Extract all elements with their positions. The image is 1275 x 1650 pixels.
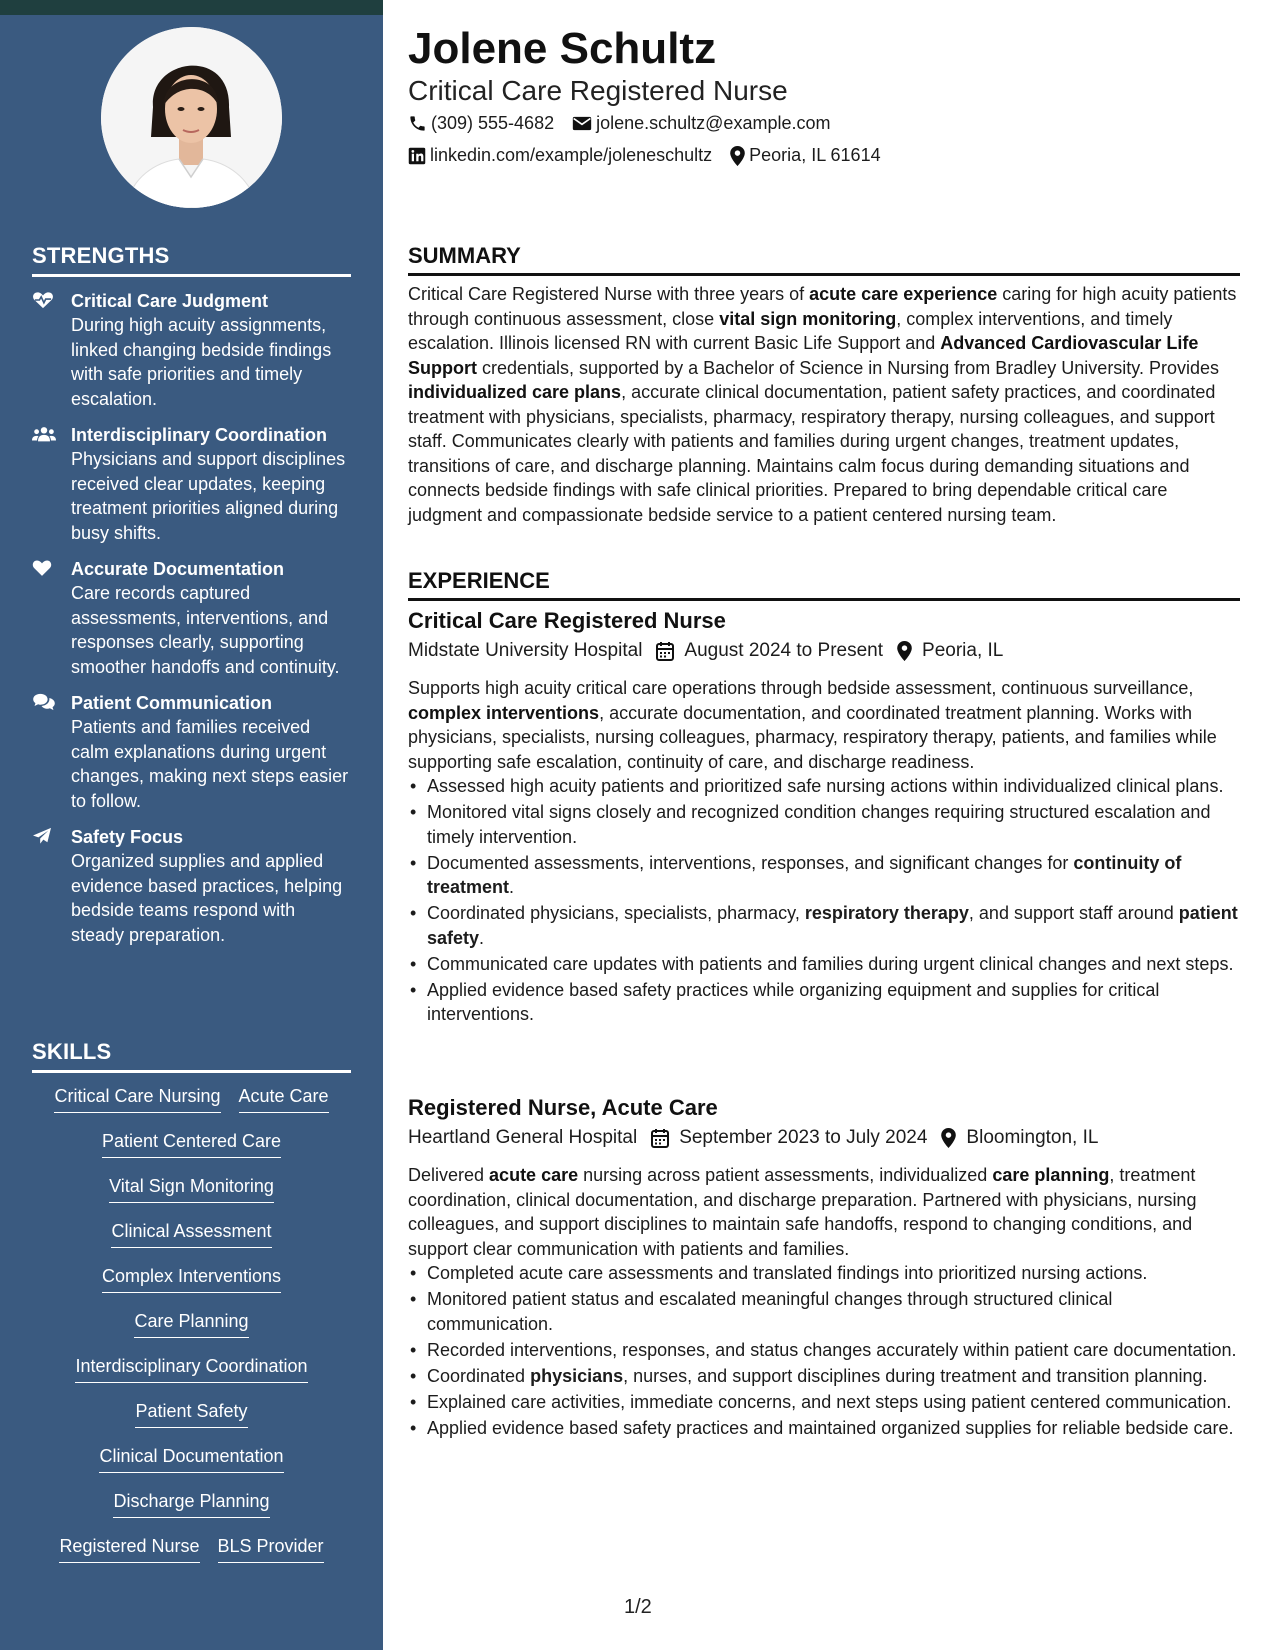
text-run: Monitored vital signs closely and recognized condition changes requiring structured escalation and timely intervention. [427,802,1211,847]
strength-description: Patients and families received calm explanations during urgent changes, making next steps easier to follow. [71,717,349,811]
emphasis-text: continuity of treatment [427,852,1182,897]
skills-section [32,1039,351,1073]
text-run: Recorded interventions, responses, and status changes accurately within patient care documentation. [427,1339,1237,1360]
bullet-item [408,901,1240,950]
job-2-location: Bloomington, IL [966,1127,1099,1148]
job-2-bullets [408,1261,1240,1442]
emphasis-text: Advanced Cardiovascular Life Support [408,333,1199,378]
emphasis-text: complex interventions [408,702,600,723]
job-1-dates-item [656,640,883,662]
emphasis-text: individualized care plans [408,382,622,402]
job-2-dates-item [651,1127,927,1149]
skill-tag: BLS Provider [218,1533,324,1563]
text-run: . [479,927,485,948]
bullet-item [408,1261,1240,1286]
location-item [730,145,880,166]
skill-tag: Clinical Assessment [111,1218,271,1248]
bullet-item [408,1390,1240,1415]
text-run: . [509,877,515,897]
emphasis-text: care planning [992,1165,1110,1185]
job-2-location-item [941,1127,1098,1149]
strengths-list [32,289,351,947]
skills-list [32,1083,351,1578]
email-item[interactable] [572,113,830,134]
job-1-meta [408,640,1017,662]
map-marker-icon [730,146,745,166]
text-run: Completed acute care assessments and translated findings into prioritized nursing actions. [427,1263,1148,1283]
text-run: , nurses, and support disciplines during treatment and transition planning. [623,1365,1208,1386]
comments-icon [32,693,54,711]
job-2-title: Registered Nurse, Acute Care [408,1095,718,1120]
strength-title: Critical Care Judgment [71,291,269,311]
job-2-summary [408,1163,1240,1261]
job-1-dates: August 2024 to Present [684,640,884,661]
skill-row [32,1443,351,1488]
skill-tag: Complex Interventions [102,1263,281,1293]
job-1-summary [408,676,1240,774]
strength-title: Interdisciplinary Coordination [71,425,328,445]
contact-row-2 [408,145,899,166]
candidate-title: Critical Care Registered Nurse [408,75,788,106]
emphasis-text: vital sign monitoring [719,308,897,329]
skill-tag: Clinical Documentation [99,1443,283,1473]
bullet-item [408,800,1240,849]
skill-tag: Patient Safety [135,1398,247,1428]
skill-row [32,1488,351,1533]
skill-tag: Acute Care [239,1083,329,1113]
strength-title: Safety Focus [71,827,184,847]
strength-item [32,423,351,545]
calendar-icon [651,1128,669,1148]
skill-tag: Vital Sign Monitoring [109,1173,274,1203]
text-run: Documented assessments, interventions, responses, and significant changes for [427,852,1074,873]
emphasis-text: physicians [530,1365,624,1386]
strength-description: Organized supplies and applied evidence based practices, helping bedside teams respond with steady preparation. [71,851,343,945]
bullet-item [408,1338,1240,1363]
emphasis-text: respiratory therapy [804,903,969,923]
heart-icon [32,559,54,577]
text-run: Assessed high acuity patients and prioritized safe nursing actions within individualized clinical plans. [427,776,1224,796]
emphasis-text: patient safety [427,903,1238,948]
skill-row [32,1218,351,1263]
text-run: Communicated care updates with patients and families during urgent clinical changes and next steps. [427,953,1234,974]
experience-heading: EXPERIENCE [408,568,1240,601]
strengths-heading: STRENGTHS [32,243,351,277]
bullet-item [408,1364,1240,1389]
strength-item [32,825,351,947]
skill-row [32,1533,351,1578]
skill-row [32,1128,351,1173]
skill-tag: Care Planning [134,1308,248,1338]
emphasis-text: acute care [489,1165,579,1185]
bullet-item [408,851,1240,900]
map-marker-icon [897,641,912,661]
strengths-section [32,243,351,947]
strength-item [32,557,351,679]
job-1-location: Peoria, IL [922,640,1004,661]
skill-row [32,1263,351,1308]
sidebar-top-band [0,0,383,15]
strength-item [32,691,351,813]
bullet-item [408,978,1240,1027]
skill-row [32,1353,351,1398]
summary-text [408,282,1240,527]
text-run: Applied evidence based safety practices while organizing equipment and supplies for critical interventions. [427,979,1160,1024]
profile-photo [101,27,282,208]
job-2-meta [408,1127,1112,1149]
skill-tag: Registered Nurse [59,1533,199,1563]
users-icon [32,425,54,443]
text-run: , accurate clinical documentation, patient safety practices, and coordinated treatment with physicians, specialists, pharmacy, respiratory therapy, nursing colleagues, and support staff. Communicates clearly with patients and families during urgent changes, treatment updates, transitions of care, and discharge planning. Maintains calm focus during demanding situations and connects bedside findings with safe clinical priorities. Prepared to bring dependable critical care judgment and compassionate bedside service to a patient centered nursing team. [408,382,1216,525]
skill-tag: Interdisciplinary Coordination [75,1353,307,1383]
phone-item [408,113,554,134]
text-run: Explained care activities, immediate concerns, and next steps using patient centered communication. [427,1391,1232,1412]
emphasis-text: acute care experience [809,284,998,304]
linkedin-icon [408,147,426,165]
bullet-item [408,774,1240,799]
text-run: Critical Care Registered Nurse with three years of [408,284,810,304]
text-run: , accurate documentation, and coordinated treatment planning. Works with physicians, specialists, nursing colleagues, pharmacy, respiratory therapy, patients, and families while supporting safe escalation, continuity of care, and discharge readiness. [408,702,1217,772]
linkedin-item[interactable] [408,145,712,166]
bullet-item [408,952,1240,977]
candidate-name: Jolene Schultz [408,24,717,73]
main-top-band [383,0,1275,15]
paper-plane-icon [32,827,54,845]
skill-tag: Discharge Planning [113,1488,269,1518]
phone-icon [408,114,427,133]
skill-row [32,1083,351,1128]
location-text: Peoria, IL 61614 [749,145,881,165]
strength-description: Care records captured assessments, interventions, and responses clearly, supporting smoother handoffs and continuity. [71,583,340,677]
heartbeat-icon [32,291,54,309]
text-run: , and support staff around [968,903,1179,923]
job-1-employer: Midstate University Hospital [408,640,643,661]
bullet-item [408,1416,1240,1441]
sidebar [0,0,383,1650]
strength-title: Patient Communication [71,693,273,713]
skill-row [32,1173,351,1218]
summary-heading: SUMMARY [408,243,1240,276]
text-run: Coordinated [427,1365,531,1386]
job-2-employer: Heartland General Hospital [408,1127,638,1148]
text-run: Delivered [408,1165,490,1185]
skill-row [32,1398,351,1443]
envelope-icon [572,115,592,132]
skills-heading: SKILLS [32,1039,351,1073]
skill-tag: Critical Care Nursing [54,1083,220,1113]
job-1-location-item [897,640,1003,662]
map-marker-icon [941,1128,956,1148]
skill-row [32,1308,351,1353]
text-run: , treatment coordination, clinical documentation, and discharge preparation. Partnered with physicians, nursing colleagues, and support disciplines to maintain safe handoffs, respond to changing conditions, and support clear communication with patients and families. [408,1165,1197,1259]
text-run: nursing across patient assessments, individualized [578,1165,993,1185]
text-run: Supports high acuity critical care operations through bedside assessment, continuous surveillance, [408,678,1194,698]
phone-text: (309) 555-4682 [431,113,555,133]
page-number: 1/2 [624,1596,652,1618]
text-run: Monitored patient status and escalated meaningful changes through structured clinical communication. [427,1289,1113,1334]
strength-item [32,289,351,411]
contact-row-1 [408,113,848,134]
job-2-dates: September 2023 to July 2024 [679,1127,928,1148]
text-run: Applied evidence based safety practices and maintained organized supplies for reliable bedside care. [427,1417,1234,1438]
job-1-title: Critical Care Registered Nurse [408,608,726,633]
strength-description: Physicians and support disciplines received clear updates, keeping treatment priorities aligned during busy shifts. [71,449,346,543]
text-run: credentials, supported by a Bachelor of Science in Nursing from Bradley University. Provides [477,357,1220,378]
email-text[interactable]: jolene.schultz@example.com [596,113,831,133]
strength-title: Accurate Documentation [71,559,285,579]
job-1-bullets [408,774,1240,1028]
text-run: Coordinated physicians, specialists, pharmacy, [427,903,805,923]
text-run: caring for high acuity patients through continuous assessment, close [408,284,1237,329]
linkedin-text[interactable]: linkedin.com/example/joleneschultz [430,145,713,165]
text-run: , complex interventions, and timely escalation. Illinois licensed RN with current Basic Life Support and [408,308,1173,353]
bullet-item [408,1287,1240,1336]
skill-tag: Patient Centered Care [102,1128,281,1158]
strength-description: During high acuity assignments, linked changing bedside findings with safe priorities and timely escalation. [71,315,332,409]
calendar-icon [656,641,674,661]
